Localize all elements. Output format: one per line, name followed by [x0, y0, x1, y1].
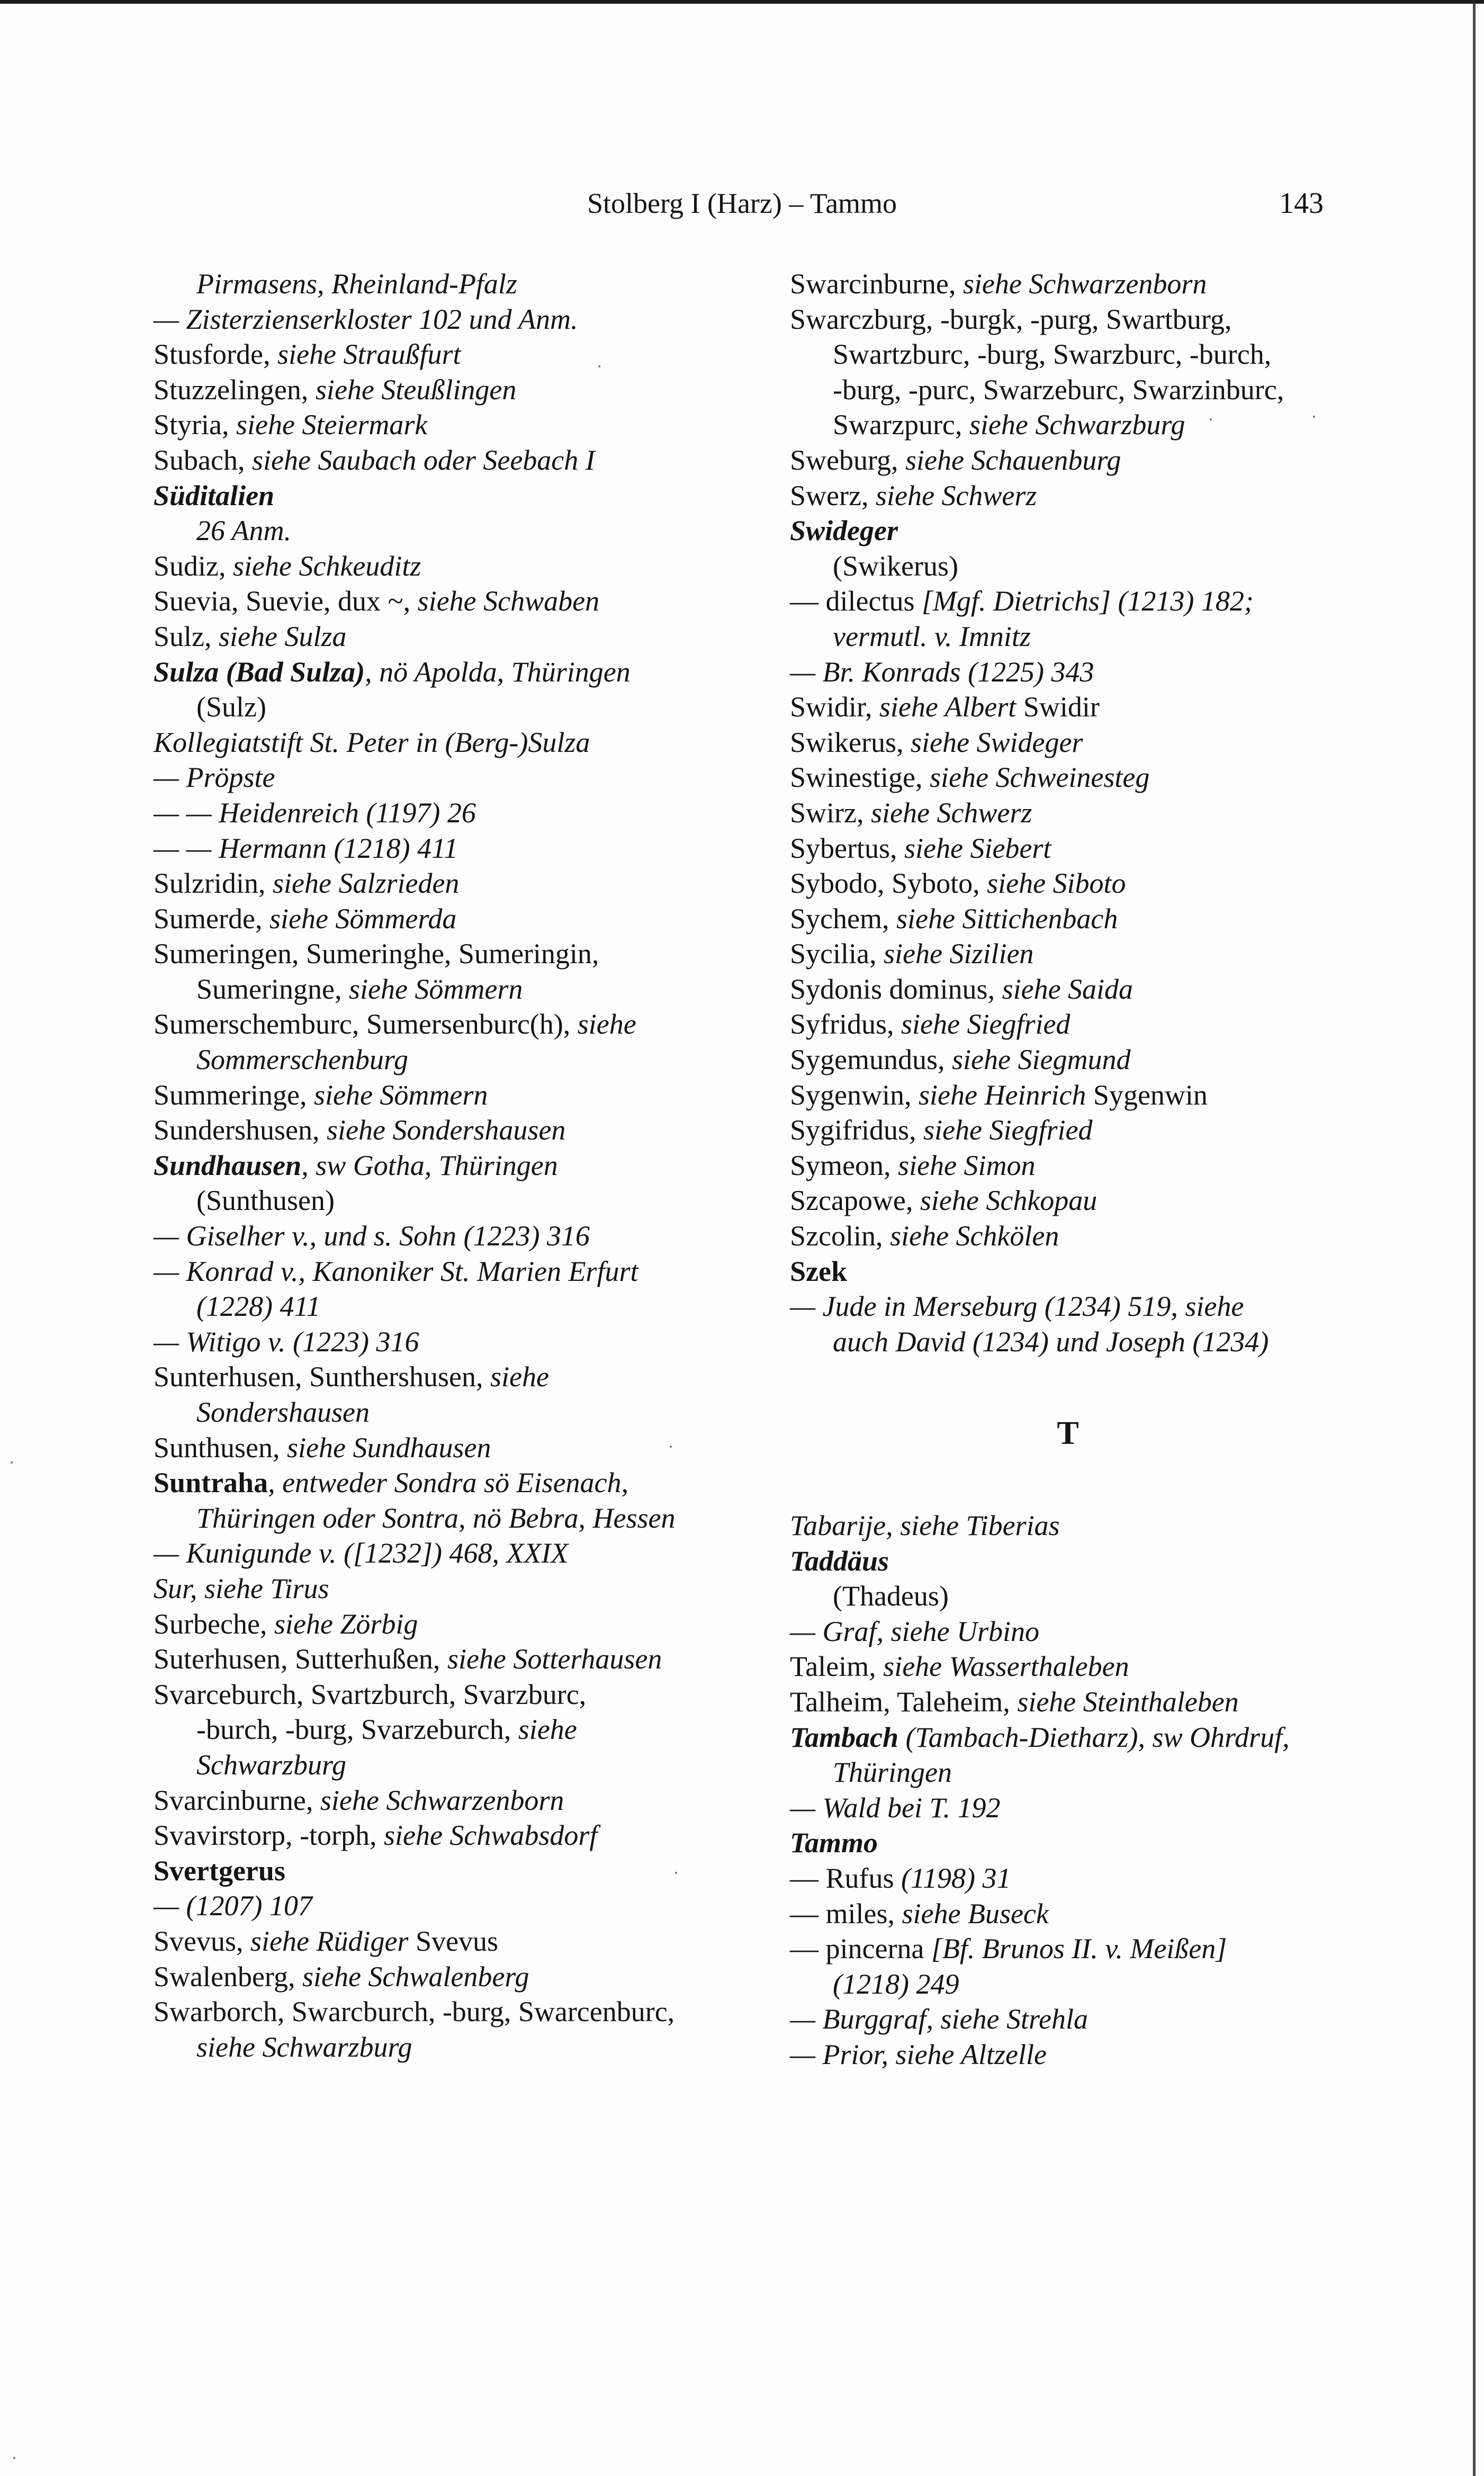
- index-entry-text: Swidir: [1023, 691, 1100, 723]
- scan-speck: [675, 1872, 677, 1874]
- index-entry-text: — Prior, siehe Altzelle: [790, 2038, 1047, 2070]
- index-entry-continuation: [790, 1324, 1362, 1360]
- index-entry-text: siehe Steinthaleben: [1017, 1685, 1239, 1718]
- index-entry: [154, 478, 736, 514]
- index-entry-text: siehe Schwarzburg: [196, 2031, 412, 2063]
- index-entry: [790, 1720, 1362, 1755]
- index-entry-text: Kollegiatstift St. Peter in (Berg-)Sulza: [154, 726, 590, 758]
- index-entry-text: Sygifridus,: [790, 1114, 924, 1146]
- scan-speck: [1210, 418, 1212, 420]
- index-entry-text: siehe Schkölen: [889, 1220, 1059, 1252]
- index-entry-text: Surbeche,: [154, 1608, 274, 1640]
- index-entry-continuation: [154, 689, 736, 725]
- index-entry: [790, 1007, 1362, 1042]
- index-entry-text: Sygenwin,: [790, 1079, 919, 1111]
- index-entry: [154, 1465, 736, 1501]
- index-entry-text: Sybodo, Syboto,: [790, 867, 987, 900]
- index-entry-text: Pirmasens, Rheinland-Pfalz: [196, 268, 517, 300]
- index-entry-text: Sybertus,: [790, 832, 904, 864]
- index-entry-continuation: [790, 549, 1362, 584]
- index-entry-text: Sygemundus,: [790, 1044, 952, 1076]
- index-entry-text: Szcolin,: [790, 1220, 890, 1252]
- index-entry-text: — Graf, siehe Urbino: [790, 1615, 1039, 1647]
- index-entry-text: Styria,: [154, 409, 236, 441]
- index-entry-text: Suevia, Suevie, dux ~,: [154, 585, 418, 617]
- index-entry: [790, 1684, 1362, 1720]
- index-entry: [790, 1183, 1362, 1218]
- index-entry-text: siehe Schweinesteg: [930, 761, 1150, 794]
- index-entry-text: siehe Schwarzenborn: [963, 268, 1207, 300]
- index-entry-text: Taleim,: [790, 1650, 884, 1683]
- index-entry: [154, 1430, 736, 1466]
- index-entry-text: Sudiz,: [154, 550, 233, 582]
- index-entry: [154, 1677, 736, 1712]
- index-entry-text: siehe Schwaben: [417, 585, 600, 617]
- index-entry-text: (Tambach-Dietharz), sw Ohrdruf,: [898, 1721, 1290, 1753]
- index-entry-text: Sycilia,: [790, 938, 884, 970]
- index-entry-text: siehe Sömmerda: [269, 902, 457, 935]
- index-entry: [154, 302, 736, 337]
- index-entry-text: Sulz,: [154, 620, 219, 652]
- index-entry-text: (Swikerus): [833, 550, 958, 582]
- index-entry: [154, 1853, 736, 1889]
- index-entry-text: siehe Siegmund: [952, 1044, 1131, 1076]
- index-entry: [790, 2037, 1362, 2073]
- index-entry-continuation: [790, 1755, 1362, 1790]
- index-entry-text: — pincerna: [790, 1933, 931, 1965]
- index-entry-text: — Zisterzienserkloster 102 und Anm.: [154, 303, 578, 335]
- index-entry-text: Symeon,: [790, 1149, 898, 1181]
- index-entry-text: siehe Schkeuditz: [233, 550, 421, 582]
- index-entry: [154, 619, 736, 654]
- index-entry: [154, 1218, 736, 1254]
- index-entry: [790, 478, 1362, 514]
- index-entry-text: Swartzburc, -burg, Swarzburc, -burch,: [833, 338, 1272, 371]
- index-entry: [154, 1783, 736, 1818]
- index-entry-text: Stusforde,: [154, 338, 277, 371]
- index-entry: [790, 1218, 1362, 1254]
- index-entry: [790, 1790, 1362, 1826]
- index-entry-text: Sunthusen,: [154, 1431, 287, 1464]
- index-entry-text: siehe Rüdiger: [250, 1925, 416, 1957]
- index-entry: [154, 1641, 736, 1677]
- index-entry-text: — — Heidenreich (1197) 26: [154, 796, 476, 829]
- index-entry: [154, 1536, 736, 1571]
- index-entry-text: Sundershusen,: [154, 1114, 327, 1146]
- index-entry-text: Sulzridin,: [154, 867, 273, 900]
- index-entry-text: Thüringen: [833, 1756, 952, 1789]
- index-entry: [154, 1607, 736, 1642]
- index-entry: [790, 972, 1362, 1007]
- index-entry: [790, 1042, 1362, 1078]
- index-entry-text: Süditalien: [154, 479, 275, 512]
- index-entry-text: — Witigo v. (1223) 316: [154, 1325, 419, 1358]
- index-entry: [790, 795, 1362, 831]
- index-entry-text: Swarcinburne,: [790, 268, 963, 300]
- index-entry-text: (1198) 31: [901, 1862, 1011, 1894]
- scan-speck: [670, 1446, 672, 1448]
- index-entry: [154, 831, 736, 866]
- index-entry-text: Szcapowe,: [790, 1185, 920, 1217]
- index-entry-continuation: [790, 372, 1362, 408]
- index-entry-continuation: [154, 1289, 736, 1324]
- index-entry-text: vermutl. v. Imnitz: [833, 620, 1031, 652]
- index-entry-continuation: [154, 266, 736, 302]
- index-entry-text: Syfridus,: [790, 1008, 902, 1040]
- index-entry: [790, 1508, 1362, 1544]
- index-entry-text: Sweburg,: [790, 444, 906, 476]
- index-entry-text: Svertgerus: [154, 1854, 285, 1887]
- index-entry-text: — Br. Konrads (1225) 343: [790, 656, 1094, 688]
- index-entry-continuation: [154, 513, 736, 549]
- index-entry: [790, 689, 1362, 725]
- index-entry-continuation: [790, 1578, 1362, 1614]
- index-entry: [154, 1888, 736, 1924]
- index-entry-text: siehe Sömmern: [348, 973, 523, 1005]
- index-entry-text: Swerz,: [790, 479, 876, 512]
- index-entry-text: Thüringen oder Sontra, nö Bebra, Hessen: [196, 1502, 676, 1534]
- index-entry-continuation: [154, 1747, 736, 1783]
- index-entry-text: Summeringe,: [154, 1079, 314, 1111]
- index-entry-text: Schwarzburg: [196, 1748, 347, 1781]
- index-entry-text: siehe Buseck: [902, 1897, 1049, 1930]
- index-entry: [154, 1078, 736, 1113]
- index-entry: [790, 725, 1362, 760]
- index-entry-text: Sumeringen, Sumeringhe, Sumeringin,: [154, 938, 599, 970]
- index-entry-continuation: [790, 1967, 1362, 2002]
- index-entry: [154, 1359, 736, 1395]
- index-entry-text: — Pröpste: [154, 761, 275, 794]
- index-entry-text: -burg, -purc, Swarzeburc, Swarzinburc,: [833, 373, 1284, 406]
- index-entry: [154, 654, 736, 690]
- index-entry-text: Swirz,: [790, 796, 871, 829]
- index-entry-text: Suterhusen, Sutterhußen,: [154, 1643, 447, 1675]
- index-entry: [790, 1289, 1362, 1324]
- index-entry: [154, 795, 736, 831]
- index-entry-text: — Rufus: [790, 1862, 902, 1894]
- index-entry-text: siehe Albert: [879, 691, 1023, 723]
- scan-speck: [13, 2457, 15, 2459]
- index-entry-continuation: [154, 1712, 736, 1747]
- index-entry-text: — Konrad v., Kanoniker St. Marien Erfurt: [154, 1255, 638, 1287]
- page-number: 143: [1279, 187, 1324, 220]
- index-entry: [790, 866, 1362, 901]
- scan-speck: [1313, 416, 1315, 418]
- index-entry-text: Sygenwin: [1093, 1079, 1208, 1111]
- index-entry-text: Tambach: [790, 1721, 899, 1753]
- index-entry-text: (Thadeus): [833, 1580, 949, 1612]
- index-entry-text: Sumerde,: [154, 902, 269, 935]
- index-entry: [790, 266, 1362, 302]
- index-entry: [790, 1825, 1362, 1861]
- index-entry-text: siehe Schwerz: [870, 796, 1032, 829]
- index-entry: [154, 866, 736, 901]
- index-entry-text: Swidir,: [790, 691, 879, 723]
- index-entry: [790, 302, 1362, 337]
- index-entry-text: Swinestige,: [790, 761, 930, 794]
- index-entry-text: Sulza (Bad Sulza): [154, 656, 365, 688]
- index-entry-text: siehe Siboto: [987, 867, 1126, 900]
- index-entry-continuation: [790, 337, 1362, 372]
- index-entry-text: siehe Sizilien: [883, 938, 1034, 970]
- letter-section-heading: T: [1057, 1415, 1079, 1452]
- index-entry: [790, 1148, 1362, 1183]
- scan-top-edge: [0, 0, 1484, 4]
- index-entry-continuation: [154, 1183, 736, 1218]
- index-entry-text: auch David (1234) und Joseph (1234): [833, 1325, 1269, 1358]
- index-entry: [154, 1571, 736, 1607]
- index-entry-text: Talheim, Taleheim,: [790, 1685, 1018, 1718]
- index-entry: [790, 1614, 1362, 1649]
- index-entry-text: Sundhausen: [154, 1149, 302, 1181]
- index-entry: [154, 584, 736, 619]
- index-entry: [790, 443, 1362, 478]
- index-entry-text: Svevus: [415, 1925, 498, 1957]
- index-entry-continuation: [154, 1395, 736, 1430]
- index-entry-text: — (1207) 107: [154, 1890, 312, 1922]
- index-entry-text: siehe Simon: [898, 1149, 1036, 1181]
- running-header-title: Stolberg I (Harz) – Tammo: [587, 187, 897, 219]
- index-entry: [790, 513, 1362, 549]
- index-entry-text: Svarceburch, Svartzburch, Svarzburc,: [154, 1678, 587, 1710]
- index-entry: [790, 1649, 1362, 1684]
- index-entry-text: siehe Schwarzenborn: [320, 1784, 564, 1816]
- index-entry-continuation: [154, 1501, 736, 1536]
- index-entry-text: — Giselher v., und s. Sohn (1223) 316: [154, 1220, 590, 1252]
- section-gap: [790, 1359, 1362, 1416]
- index-entry-text: 26 Anm.: [196, 515, 292, 547]
- index-entry: [154, 901, 736, 937]
- index-entry: [790, 760, 1362, 795]
- index-entry-text: Svarcinburne,: [154, 1784, 320, 1816]
- index-entry-text: — Kunigunde v. ([1232]) 468, XXIX: [154, 1537, 569, 1569]
- index-entry-text: Sychem,: [790, 902, 896, 935]
- index-entry-text: Stuzzelingen,: [154, 373, 316, 406]
- scan-speck: [598, 365, 600, 367]
- index-entry-text: Swideger: [790, 515, 898, 547]
- index-entry: [154, 936, 736, 972]
- index-entry-text: Szek: [790, 1255, 847, 1287]
- index-entry-text: siehe: [518, 1714, 577, 1746]
- index-entry-text: [Mgf. Dietrichs] (1213) 182;: [921, 585, 1254, 617]
- index-entry-text: Sydonis dominus,: [790, 973, 1002, 1005]
- index-entry-text: -burch, -burg, Svarzeburch,: [196, 1714, 518, 1746]
- index-entry-text: siehe Salzrieden: [273, 867, 460, 900]
- index-entry: [790, 2002, 1362, 2037]
- index-entry: [790, 1896, 1362, 1932]
- index-entry-text: siehe Saida: [1002, 973, 1134, 1005]
- index-entry-text: Sondershausen: [196, 1396, 370, 1428]
- index-entry-text: , sw Gotha, Thüringen: [301, 1149, 558, 1181]
- index-entry-continuation: [154, 972, 736, 1007]
- index-entry-text: siehe Schauenburg: [905, 444, 1121, 476]
- index-entry: [154, 443, 736, 478]
- index-entry: [790, 901, 1362, 937]
- index-entry-text: siehe Zörbig: [274, 1608, 418, 1640]
- index-entry-text: siehe Sotterhausen: [447, 1643, 662, 1675]
- index-entry: [790, 936, 1362, 972]
- index-entry: [154, 760, 736, 795]
- index-entry-text: — dilectus: [790, 585, 922, 617]
- index-entry-continuation: [154, 2030, 736, 2065]
- index-entry-text: Svevus,: [154, 1925, 251, 1957]
- index-entry-text: siehe Sittichenbach: [896, 902, 1118, 935]
- index-entry: [154, 1007, 736, 1042]
- index-entry-text: siehe Siegfried: [923, 1114, 1093, 1146]
- index-entry-continuation: [790, 407, 1362, 443]
- index-entry-text: , entweder Sondra sö Eisenach,: [268, 1467, 628, 1499]
- index-entry-text: Swikerus,: [790, 726, 911, 758]
- index-entry: [790, 1254, 1362, 1289]
- index-entry-text: Sur, siehe Tirus: [154, 1572, 329, 1604]
- index-entry-text: Sunterhusen, Sunthershusen,: [154, 1361, 490, 1393]
- index-entry-text: Suntraha: [154, 1467, 268, 1499]
- index-entry: [154, 407, 736, 443]
- index-entry-text: siehe Siebert: [904, 832, 1051, 864]
- index-entry: [790, 1078, 1362, 1113]
- index-entry-text: Sumerschemburc, Sumersenburc(h),: [154, 1008, 578, 1040]
- index-entry-text: siehe Sömmern: [313, 1079, 488, 1111]
- index-entry-continuation: [154, 1042, 736, 1078]
- index-entry-text: Taddäus: [790, 1545, 889, 1577]
- index-entry-text: (1218) 249: [833, 1968, 959, 2000]
- scan-right-edge: [1473, 0, 1476, 2476]
- index-entry-text: siehe: [490, 1361, 549, 1393]
- index-entry-text: siehe Steiermark: [236, 409, 428, 441]
- index-entry-text: siehe Schwabsdorf: [383, 1819, 598, 1852]
- index-entry: [154, 1148, 736, 1183]
- index-entry: [154, 337, 736, 372]
- index-entry-text: Tabarije, siehe Tiberias: [790, 1510, 1060, 1541]
- index-entry: [154, 1113, 736, 1148]
- index-entry-text: — Jude in Merseburg (1234) 519, siehe: [790, 1290, 1244, 1323]
- index-entry-text: Swarborch, Swarcburch, -burg, Swarcenburc,: [154, 1996, 675, 2028]
- index-entry-text: siehe Sundhausen: [287, 1431, 491, 1464]
- index-entry-text: siehe Siegfried: [901, 1008, 1071, 1040]
- index-entry-text: siehe Schwarzburg: [969, 409, 1185, 441]
- index-entry-text: Swarczburg, -burgk, -purg, Swartburg,: [790, 303, 1232, 335]
- index-entry: [154, 1959, 736, 1995]
- index-entry-text: siehe Wasserthaleben: [883, 1650, 1129, 1683]
- index-entry-text: Tammo: [790, 1827, 878, 1859]
- section-gap: [790, 1451, 1362, 1508]
- index-column-right: [790, 266, 1362, 2073]
- index-entry: [154, 1254, 736, 1289]
- index-entry-text: Subach,: [154, 444, 252, 476]
- index-entry-text: siehe Saubach oder Seebach I: [251, 444, 595, 476]
- index-entry-text: — — Hermann (1218) 411: [154, 832, 458, 864]
- index-entry: [790, 831, 1362, 866]
- index-entry-text: — miles,: [790, 1897, 902, 1930]
- index-entry: [154, 549, 736, 584]
- index-entry-text: Swalenberg,: [154, 1960, 302, 1993]
- index-entry: [154, 1818, 736, 1853]
- index-entry: [790, 1861, 1362, 1896]
- index-entry-text: siehe Heinrich: [919, 1079, 1093, 1111]
- index-entry-text: siehe Schwerz: [875, 479, 1037, 512]
- index-entry-text: siehe Schkopau: [920, 1185, 1098, 1217]
- index-entry: [790, 1113, 1362, 1148]
- index-entry: [790, 1544, 1362, 1579]
- index-column-left: [154, 266, 736, 2065]
- index-entry-text: Sommerschenburg: [196, 1044, 408, 1076]
- index-entry: [790, 654, 1362, 690]
- index-entry-text: siehe Schwalenberg: [302, 1960, 529, 1993]
- index-entry: [790, 1931, 1362, 1967]
- index-entry-continuation: [790, 619, 1362, 654]
- index-entry-text: siehe Steußlingen: [315, 373, 517, 406]
- index-entry-text: (1228) 411: [196, 1290, 321, 1323]
- index-entry: [154, 1924, 736, 1959]
- index-entry: [154, 1994, 736, 2030]
- scan-speck: [11, 1461, 13, 1464]
- index-entry-text: Sumeringne,: [196, 973, 349, 1005]
- index-entry: [154, 725, 736, 760]
- index-entry-text: siehe Straußfurt: [277, 338, 461, 371]
- index-entry-text: — Wald bei T. 192: [790, 1791, 1001, 1824]
- index-entry-text: — Burggraf, siehe Strehla: [790, 2003, 1088, 2035]
- index-entry: [154, 1324, 736, 1360]
- index-entry-text: siehe: [577, 1008, 636, 1040]
- index-entry-text: siehe Swideger: [911, 726, 1083, 758]
- index-entry-text: (Sunthusen): [196, 1185, 335, 1217]
- index-entry-text: siehe Sulza: [219, 620, 347, 652]
- index-entry-text: (Sulz): [196, 691, 266, 723]
- index-entry-text: Svavirstorp, -torph,: [154, 1819, 384, 1852]
- index-entry: [154, 372, 736, 408]
- index-entry-text: Swarzpurc,: [833, 409, 969, 441]
- index-entry-text: [Bf. Brunos II. v. Meißen]: [931, 1933, 1227, 1965]
- index-entry-text: siehe Sondershausen: [326, 1114, 566, 1146]
- index-entry-text: , nö Apolda, Thüringen: [365, 656, 631, 688]
- index-entry: [790, 584, 1362, 619]
